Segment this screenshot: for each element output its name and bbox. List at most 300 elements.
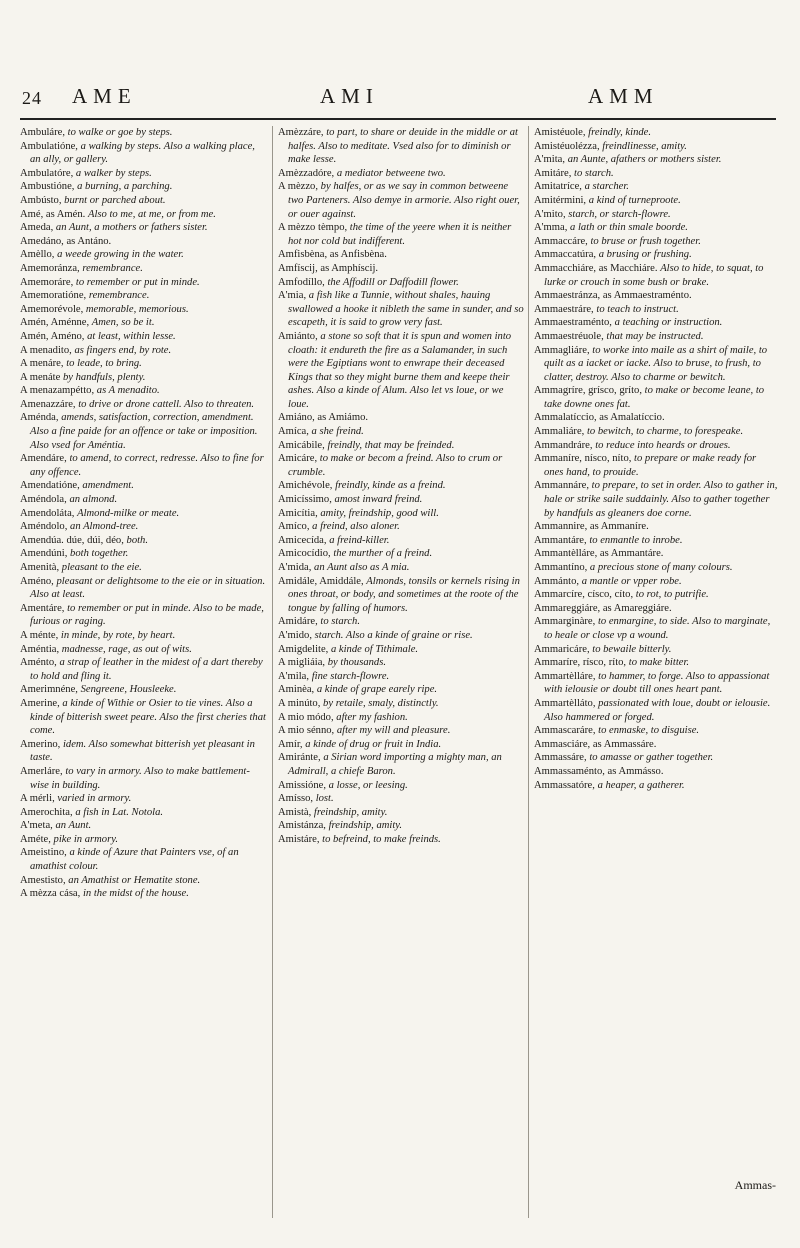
dictionary-entry (20, 887, 266, 901)
headword: Amfíscij, as Amphíscij. (278, 262, 379, 274)
definition: to make bitter. (628, 657, 690, 669)
definition: freindly, kinde. (588, 127, 652, 138)
definition: Almond-milke or meate. (77, 507, 180, 519)
headword: Ameda, (20, 222, 54, 234)
definition: to amasse or gather together. (589, 752, 714, 764)
dictionary-entry (278, 643, 524, 657)
definition: pleasant to the eie. (61, 562, 142, 573)
definition: to rot, to putrifie. (635, 589, 709, 601)
definition: a lath or thin smale boorde. (570, 222, 688, 234)
definition: madnesse, rage, as out of wits. (61, 643, 192, 655)
dictionary-entry (278, 167, 524, 181)
definition: both together. (70, 548, 129, 560)
headword: Amitáre, (534, 167, 572, 179)
headword: A mèzzo tèmpo, (278, 222, 348, 234)
headword: Amistánza, (278, 820, 326, 832)
headword: Ammaestráre, (534, 303, 594, 315)
headword: Amistà, (278, 806, 312, 818)
headword: Améndolo, (20, 521, 68, 533)
dictionary-entry (534, 439, 778, 453)
definition: freindship, amity. (313, 806, 388, 818)
definition: an Aunt, a mothers or fathers sister. (55, 222, 208, 234)
definition: to enmaske, to disguise. (598, 725, 700, 737)
dictionary-entry (278, 262, 524, 276)
dictionary-entry (20, 493, 266, 507)
definition: to amend, to correct, redresse. Also to fine for any offence. (30, 453, 264, 478)
definition: Also to hide, to squat, to lurke or crouch in some bush or brake. (544, 262, 764, 288)
headword: Améno, (20, 575, 54, 587)
dictionary-entry (534, 561, 778, 575)
definition: to worke into maile as a shirt of maile, to quilt as a iacket or iacke. Also to bruse, to frush, to clatter, destroy. Also to charme or bewitch. (544, 344, 768, 383)
dictionary-entry (20, 629, 266, 643)
definition: an Aunt. (55, 820, 92, 832)
dictionary-entry (534, 330, 778, 344)
dictionary-entry (20, 656, 266, 683)
headword: Ammantíno, (534, 562, 588, 573)
headword: Amiránte, (278, 752, 321, 764)
definition: a kinde of grape earely ripe. (316, 684, 438, 696)
definition: burnt or parched about. (64, 194, 166, 206)
headword: Amén, Aménne, (20, 317, 90, 329)
dictionary-entry (278, 534, 524, 548)
headword: Ammacchiáre, as Macchiáre. (534, 262, 658, 274)
definition: lost. (315, 793, 334, 805)
dictionary-entry (278, 439, 524, 453)
definition: to teach to instruct. (596, 303, 679, 315)
headword: Ambuláre, (20, 127, 66, 138)
headword: A mèzza cása, (20, 888, 81, 900)
definition: in minde, by rote, by heart. (60, 629, 176, 641)
dictionary-entry (20, 344, 266, 358)
headword: Ammaestraménto, (534, 317, 612, 329)
headword: A'mma, (534, 222, 568, 234)
dictionary-entry (534, 452, 778, 479)
dictionary-entry (534, 547, 778, 561)
dictionary-entry (534, 303, 778, 317)
dictionary-entry (278, 792, 524, 806)
dictionary-entry (534, 411, 778, 425)
definition: to enmargine, to side. Also to marginate, to heale or close vp a wound. (544, 616, 771, 641)
dictionary-entry (534, 425, 778, 439)
dictionary-entry (534, 588, 778, 602)
headword: Ammantáre, (534, 534, 587, 546)
definition: amity, freindship, good will. (320, 507, 439, 519)
definition: Almonds, tonsils or kernels rising in ones throat, or body, and sometimes at the roote of the tongue by falling of humors. (288, 575, 520, 614)
headword: Amísso, (278, 793, 314, 805)
headword: Amèzzáre, (278, 127, 324, 138)
dictionary-entry (534, 724, 778, 738)
dictionary-entry (20, 235, 266, 249)
column-rule (272, 126, 273, 1218)
definition: an almond. (69, 494, 118, 506)
column-2 (278, 126, 524, 846)
headword: Ammartèlláre, (534, 670, 596, 682)
headword: Amemoratióne, (20, 290, 87, 302)
definition: to make or become leane, to take downe ones fat. (544, 385, 765, 410)
column-3 (534, 126, 778, 792)
dictionary-entry (534, 779, 778, 793)
definition: at least, within lesse. (87, 330, 176, 342)
column-rule (528, 126, 529, 1218)
headword: Amerino, (20, 738, 61, 750)
headword: Amedáno, as Antáno. (20, 235, 112, 247)
definition: a she freind. (311, 426, 364, 438)
headword: Améntia, (20, 643, 60, 655)
headword: Ammandráre, (534, 439, 593, 451)
headword: A minúto, (278, 697, 321, 709)
definition: an Aunt also as A mia. (314, 562, 410, 573)
headword: A ménte, (20, 629, 59, 641)
headword: A'mila, (278, 670, 310, 682)
headword: Ammassaménto, as Ammásso. (534, 765, 664, 777)
definition: to walke or goe by steps. (67, 127, 173, 138)
headword: Ambustióne, (20, 181, 75, 193)
dictionary-entry (534, 602, 778, 616)
definition: pleasant or delightsome to the eie or in situation. Also at least. (30, 575, 266, 601)
dictionary-entry (20, 697, 266, 738)
headword: Ammassatóre, (534, 779, 595, 791)
definition: both. (126, 534, 148, 546)
dictionary-entry (278, 670, 524, 684)
definition: starch, or starch-flowre. (568, 208, 671, 220)
headword: Amicecída, (278, 534, 327, 546)
headword: Amerláre, (20, 765, 63, 777)
dictionary-entry (278, 547, 524, 561)
headword: Ammánto, (534, 575, 580, 587)
dictionary-entry (20, 276, 266, 290)
headword: Ameistino, (20, 847, 67, 859)
definition: to remember or put in minde. Also to be made, furious or raging. (30, 602, 264, 628)
definition: freindlinesse, amity. (602, 140, 687, 152)
dictionary-entry (278, 697, 524, 711)
definition: to vary in armory. Also to make battlement-wise in building. (30, 765, 250, 791)
dictionary-entry (278, 221, 524, 248)
dictionary-entry (534, 262, 778, 289)
dictionary-entry (20, 411, 266, 452)
dictionary-entry (20, 792, 266, 806)
column-1 (20, 126, 266, 901)
dictionary-entry (534, 153, 778, 167)
dictionary-entry (20, 167, 266, 181)
dictionary-entry (20, 180, 266, 194)
definition: freindship, amity. (328, 820, 403, 832)
dictionary-entry (534, 520, 778, 534)
catchword: Ammas- (734, 1178, 776, 1192)
headword: A'mito, (534, 208, 566, 220)
definition: the murther of a freind. (333, 548, 433, 560)
headword: A mio módo, (278, 711, 334, 723)
running-header (20, 78, 776, 120)
dictionary-entry (278, 819, 524, 833)
headword: A'mido, (278, 629, 312, 641)
headword: A'mida, (278, 562, 312, 573)
headword: Amfisbèna, as Anfisbèna. (278, 249, 387, 261)
dictionary-entry (278, 411, 524, 425)
headword: Améndola, (20, 494, 67, 506)
dictionary-entry (20, 507, 266, 521)
definition: amendment. (82, 480, 134, 492)
dictionary-entry (20, 221, 266, 235)
headword: Ammaccatúra, (534, 249, 597, 261)
dictionary-entry (278, 751, 524, 778)
headword: Améndа, (20, 412, 59, 424)
definition: remembrance. (88, 290, 150, 302)
dictionary-entry (534, 126, 778, 140)
headword: Amerochita, (20, 806, 73, 818)
headword: Amerine, (20, 697, 60, 709)
dictionary-entry (20, 208, 266, 222)
headword: Ammannire, as Ammaníre. (534, 521, 649, 533)
headword: A migliáia, (278, 657, 326, 669)
dictionary-entry (534, 140, 778, 154)
dictionary-entry (278, 615, 524, 629)
definition: to remember or put in minde. (75, 276, 200, 288)
dictionary-entry (278, 248, 524, 262)
definition: varied in armory. (57, 793, 132, 805)
dictionary-entry (20, 371, 266, 385)
headword: A menáte (20, 371, 61, 383)
headword: Amentáre, (20, 602, 65, 614)
dictionary-entry (278, 479, 524, 493)
definition: passionated with loue, doubt or ielousie. Also hammered or forged. (544, 697, 771, 723)
headword: Améte, (20, 833, 51, 845)
definition: a mantle or vpper robe. (581, 575, 682, 587)
column-head-1: AME (72, 84, 137, 108)
definition: a stone so soft that it is spun and women into cloath: it endureth the fire as a Salamander, in such were the Egiptians wont to enwrape their deceased Kings that so they might burne them and keepe their ashes. Also a kinde of Alum. Also let vs loue, or we loue. (288, 330, 512, 410)
headword: A mio sénno, (278, 725, 335, 737)
headword: Amicocídio, (278, 548, 331, 560)
dictionary-entry (20, 561, 266, 575)
dictionary-entry (534, 751, 778, 765)
headword: Ammarginàre, (534, 616, 596, 628)
dictionary-entry (278, 289, 524, 330)
dictionary-entry (534, 534, 778, 548)
definition: that may be instructed. (606, 330, 704, 342)
headword: Ammaccáre, (534, 235, 588, 247)
definition: a kinde of Withie or Osier to tie vines. Also a kinde of bitterish sweet peare. Also the first cheries that come. (30, 697, 266, 737)
dictionary-entry (20, 452, 266, 479)
dictionary-page (20, 78, 778, 1192)
headword: Amitatríce, (534, 181, 582, 193)
headword: A mèzzo, (278, 181, 319, 193)
definition: to reduce into heards or droues. (595, 439, 731, 451)
definition: fine starch-flowre. (311, 670, 390, 682)
dictionary-entry (20, 140, 266, 167)
dictionary-entry (20, 643, 266, 657)
definition: pike in armory. (53, 833, 118, 845)
headword: Ammarcíre, císco, cíto, (534, 589, 634, 601)
definition: a kind of turneproote. (588, 194, 681, 206)
definition: an Almond-tree. (70, 521, 139, 533)
definition: by halfes, or as we say in common betweene two Parteners. Also demye in armorie. Also right ouer, or ouer against. (288, 181, 520, 220)
dictionary-entry (278, 330, 524, 412)
headword: Amistéuole, (534, 127, 586, 138)
headword: Amiánto, (278, 330, 318, 342)
dictionary-entry (534, 208, 778, 222)
dictionary-entry (20, 303, 266, 317)
headword: Amé, as Amén. (20, 208, 86, 220)
headword: Amistáre, (278, 833, 320, 845)
headword: Aminèa, (278, 684, 315, 696)
definition: a mediator betweene two. (336, 167, 446, 179)
definition: to enmantle to inrobe. (589, 534, 683, 546)
dictionary-entry (534, 384, 778, 411)
headword: Amemoránza, (20, 262, 80, 274)
definition: a walker by steps. (75, 167, 152, 179)
dictionary-entry (20, 547, 266, 561)
headword: Amendáre, (20, 453, 67, 465)
headword: Ammaestránza, as Ammaestraménto. (534, 290, 692, 302)
dictionary-entry (20, 738, 266, 765)
dictionary-entry (20, 683, 266, 697)
headword: Amissióne, (278, 779, 326, 791)
dictionary-entry (20, 520, 266, 534)
dictionary-entry (534, 656, 778, 670)
headword: Amitérmini, (534, 194, 587, 206)
definition: Amen, so be it. (91, 317, 155, 329)
headword: Amiáno, as Amiámo. (278, 412, 369, 424)
headword: Amidále, Amiddále, (278, 575, 364, 587)
headword: Ammaríre, rísco, ríto, (534, 657, 627, 669)
headword: Amenazzáre, (20, 398, 76, 410)
definition: to bewaile bitterly. (592, 643, 672, 655)
dictionary-entry (278, 738, 524, 752)
definition: a walking by steps. Also a walking place, an ally, or gallery. (30, 140, 255, 166)
definition: in the midst of the house. (82, 888, 189, 900)
column-head-3: AMM (588, 84, 659, 108)
headword: Ammantèlláre, as Ammantáre. (534, 548, 664, 560)
page-number: 24 (22, 88, 42, 108)
definition: freindly, that may be freinded. (327, 439, 455, 451)
dictionary-entry (278, 126, 524, 167)
definition: to bruse or frush together. (590, 235, 701, 247)
headword: Amendúa. dúe, dúi, déo, (20, 534, 124, 546)
dictionary-entry (278, 711, 524, 725)
dictionary-entry (20, 874, 266, 888)
definition: a strap of leather in the midest of a dart thereby to hold and fling it. (30, 657, 263, 682)
headword: Ambústo, (20, 194, 62, 206)
dictionary-entry (20, 248, 266, 262)
definition: by retaile, smaly, distinctly. (323, 697, 439, 709)
definition: freindly, kinde as a freind. (335, 480, 446, 492)
headword: A menadito, (20, 344, 72, 356)
definition: the time of the yeere when it is neither hot nor cold but indifferent. (288, 222, 512, 247)
dictionary-entry (20, 819, 266, 833)
headword: Ammaestréuole, (534, 330, 604, 342)
headword: Amidáre, (278, 616, 318, 628)
dictionary-entry (534, 615, 778, 642)
dictionary-entry (534, 194, 778, 208)
dictionary-entry (278, 276, 524, 290)
headword: Ammareggiáre, as Amareggiáre. (534, 602, 672, 614)
headword: A'mia, (278, 290, 307, 302)
headword: Ammartèlláto, (534, 697, 596, 709)
dictionary-entry (20, 846, 266, 873)
headword: Ambulatióne, (20, 140, 78, 152)
definition: a brusing or frushing. (598, 249, 692, 261)
dictionary-entry (278, 425, 524, 439)
definition: Sengreene, Housleeke. (80, 684, 177, 696)
dictionary-entry (534, 221, 778, 235)
definition: to drive or drone cattell. Also to threaten. (78, 398, 255, 410)
definition: amost inward freind. (334, 494, 423, 506)
definition: a freind, also aloner. (312, 521, 400, 533)
definition: to prepare, to set in order. Also to gather in, hale or strike saile suddainly. Also to gather together by handfuls as gleaners doe corne. (544, 480, 778, 519)
dictionary-entry (20, 262, 266, 276)
dictionary-entry (278, 520, 524, 534)
definition: idem. Also somewhat bitterish yet pleasant in taste. (30, 738, 255, 764)
headword: Amíca, (278, 426, 309, 438)
headword: Ambulatóre, (20, 167, 74, 179)
definition: a weede growing in the water. (57, 249, 184, 261)
dictionary-entry (20, 806, 266, 820)
definition: a kinde of Azure that Painters vse, of an amathist colour. (30, 847, 239, 873)
dictionary-entry (20, 289, 266, 303)
definition: by handfuls, plenty. (62, 371, 146, 383)
headword: Ammasciáre, as Ammassáre. (534, 738, 657, 750)
dictionary-entry (278, 493, 524, 507)
dictionary-entry (20, 575, 266, 602)
headword: Ammaliáre, (534, 426, 585, 438)
dictionary-entry (20, 602, 266, 629)
dictionary-entry (278, 683, 524, 697)
dictionary-entry (534, 344, 778, 385)
headword: Amír, (278, 738, 303, 750)
headword: Ammannáre, (534, 480, 590, 492)
dictionary-entry (278, 507, 524, 521)
dictionary-entry (278, 452, 524, 479)
headword: Ammagríre, grísco, gríto, (534, 385, 642, 397)
definition: as A menadito. (96, 385, 160, 397)
definition: an Aunte, afathers or mothers sister. (567, 154, 722, 166)
definition: a starcher. (584, 181, 629, 193)
dictionary-entry (534, 167, 778, 181)
definition: an Amathist or Hematite stone. (68, 874, 201, 886)
definition: a heaper, a gatherer. (597, 779, 685, 791)
definition: a kinde of drug or fruit in India. (305, 738, 442, 750)
definition: amends, satisfaction, correction, amendment. Also a fine paide for an offence or take or imposition. Also vsed for Améntia. (30, 412, 258, 451)
headword: A menáre, (20, 358, 64, 370)
dictionary-entry (278, 561, 524, 575)
definition: by thousands. (327, 657, 386, 669)
headword: Amèllo, (20, 249, 55, 261)
definition: the Affodill or Daffodill flower. (327, 276, 459, 288)
definition: after my will and pleasure. (336, 725, 451, 737)
dictionary-entry (278, 806, 524, 820)
dictionary-entry (534, 289, 778, 303)
headword: Amicíssimo, (278, 494, 332, 506)
headword: Amemorévole, (20, 303, 84, 315)
headword: Amendatióne, (20, 480, 80, 492)
column-head-2: AMI (320, 84, 379, 108)
headword: Amèzzadóre, (278, 167, 335, 179)
headword: Amemoráre, (20, 276, 74, 288)
headword: Amicábile, (278, 439, 325, 451)
dictionary-entry (534, 235, 778, 249)
dictionary-entry (20, 330, 266, 344)
definition: a kinde of Tithimale. (330, 643, 419, 655)
headword: Ammaricáre, (534, 643, 590, 655)
definition: to starch. (320, 616, 361, 628)
definition: remembrance. (82, 262, 143, 274)
dictionary-entry (20, 479, 266, 493)
headword: Amicítia, (278, 507, 318, 519)
dictionary-entry (278, 629, 524, 643)
definition: to befreind, to make freinds. (322, 833, 441, 845)
dictionary-entry (278, 656, 524, 670)
definition: a teaching or instruction. (614, 317, 723, 329)
headword: A'meta, (20, 820, 53, 832)
